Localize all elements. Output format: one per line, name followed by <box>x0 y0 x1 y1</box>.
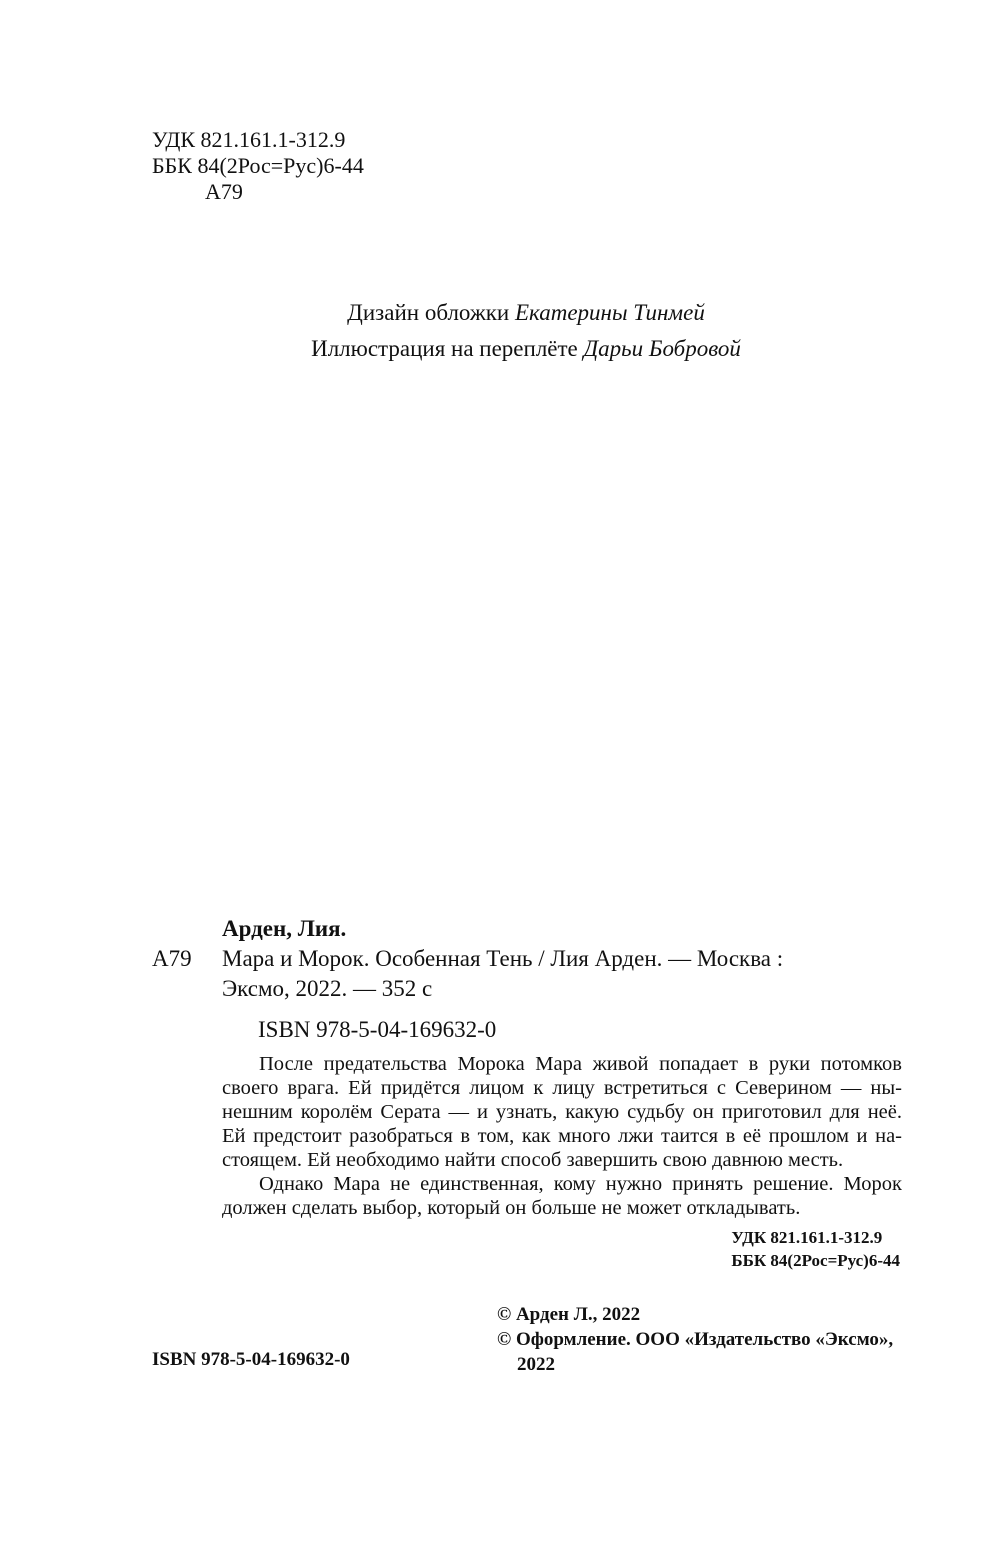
isbn-bottom: ISBN 978-5-04-169632-0 <box>152 1349 350 1370</box>
annotation-line: Ей предстоит разобраться в том, как много лжи таится в её прошлом и на- <box>222 1125 902 1147</box>
copyright-author: © Арден Л., 2022 <box>497 1304 641 1325</box>
entry-title <box>222 944 902 1004</box>
entry-isbn: ISBN 978-5-04-169632-0 <box>258 1017 497 1042</box>
footer-codes <box>731 1226 900 1272</box>
annotation-line: нешним королём Серата — и узнать, какую судьбу он приготовил для неё. <box>222 1101 902 1123</box>
entry-mark: А79 <box>152 946 192 971</box>
copyright-block <box>497 1302 893 1377</box>
cover-design-prefix: Дизайн обложки <box>347 300 515 325</box>
annotation-line: После предательства Морока Мара живой попадает в руки потомков <box>259 1053 902 1075</box>
title-line-1: Мара и Морок. Особенная Тень / Лия Арден. — Москва : <box>222 946 784 971</box>
annotation-line: своего врага. Ей придётся лицом к лицу встретиться с Северином — ны- <box>222 1077 902 1099</box>
cover-design-credit <box>0 298 1000 328</box>
author-heading: Арден, Лия. <box>222 916 347 941</box>
bbk-code: ББК 84(2Рос=Рус)6-44 <box>152 153 364 178</box>
annotation-line: должен сделать выбор, который он больше не может откладывать. <box>222 1197 801 1219</box>
annotation-line: Однако Мара не единственная, кому нужно принять решение. Морок <box>259 1173 902 1195</box>
annotation-line: стоящем. Ей необходимо найти способ завершить свою давнюю месть. <box>222 1149 844 1171</box>
header-codes <box>152 126 364 204</box>
cover-design-name: Екатерины Тинмей <box>514 300 705 325</box>
copyright-design: © Оформление. ООО «Издательство «Эксмо», <box>497 1329 894 1350</box>
footer-bbk-code: ББК 84(2Рос=Рус)6-44 <box>731 1251 900 1270</box>
author-mark: А79 <box>205 179 243 204</box>
copyright-design-year: 2022 <box>517 1354 555 1375</box>
illustration-credit <box>0 334 1000 364</box>
illustration-name: Дарьи Бобровой <box>583 336 741 361</box>
annotation <box>222 1052 902 1220</box>
udk-code: УДК 821.161.1-312.9 <box>152 127 346 152</box>
illustration-prefix: Иллюстрация на переплёте <box>311 336 584 361</box>
title-line-2: Эксмо, 2022. — 352 с <box>222 976 433 1001</box>
footer-udk-code: УДК 821.161.1-312.9 <box>731 1228 883 1247</box>
